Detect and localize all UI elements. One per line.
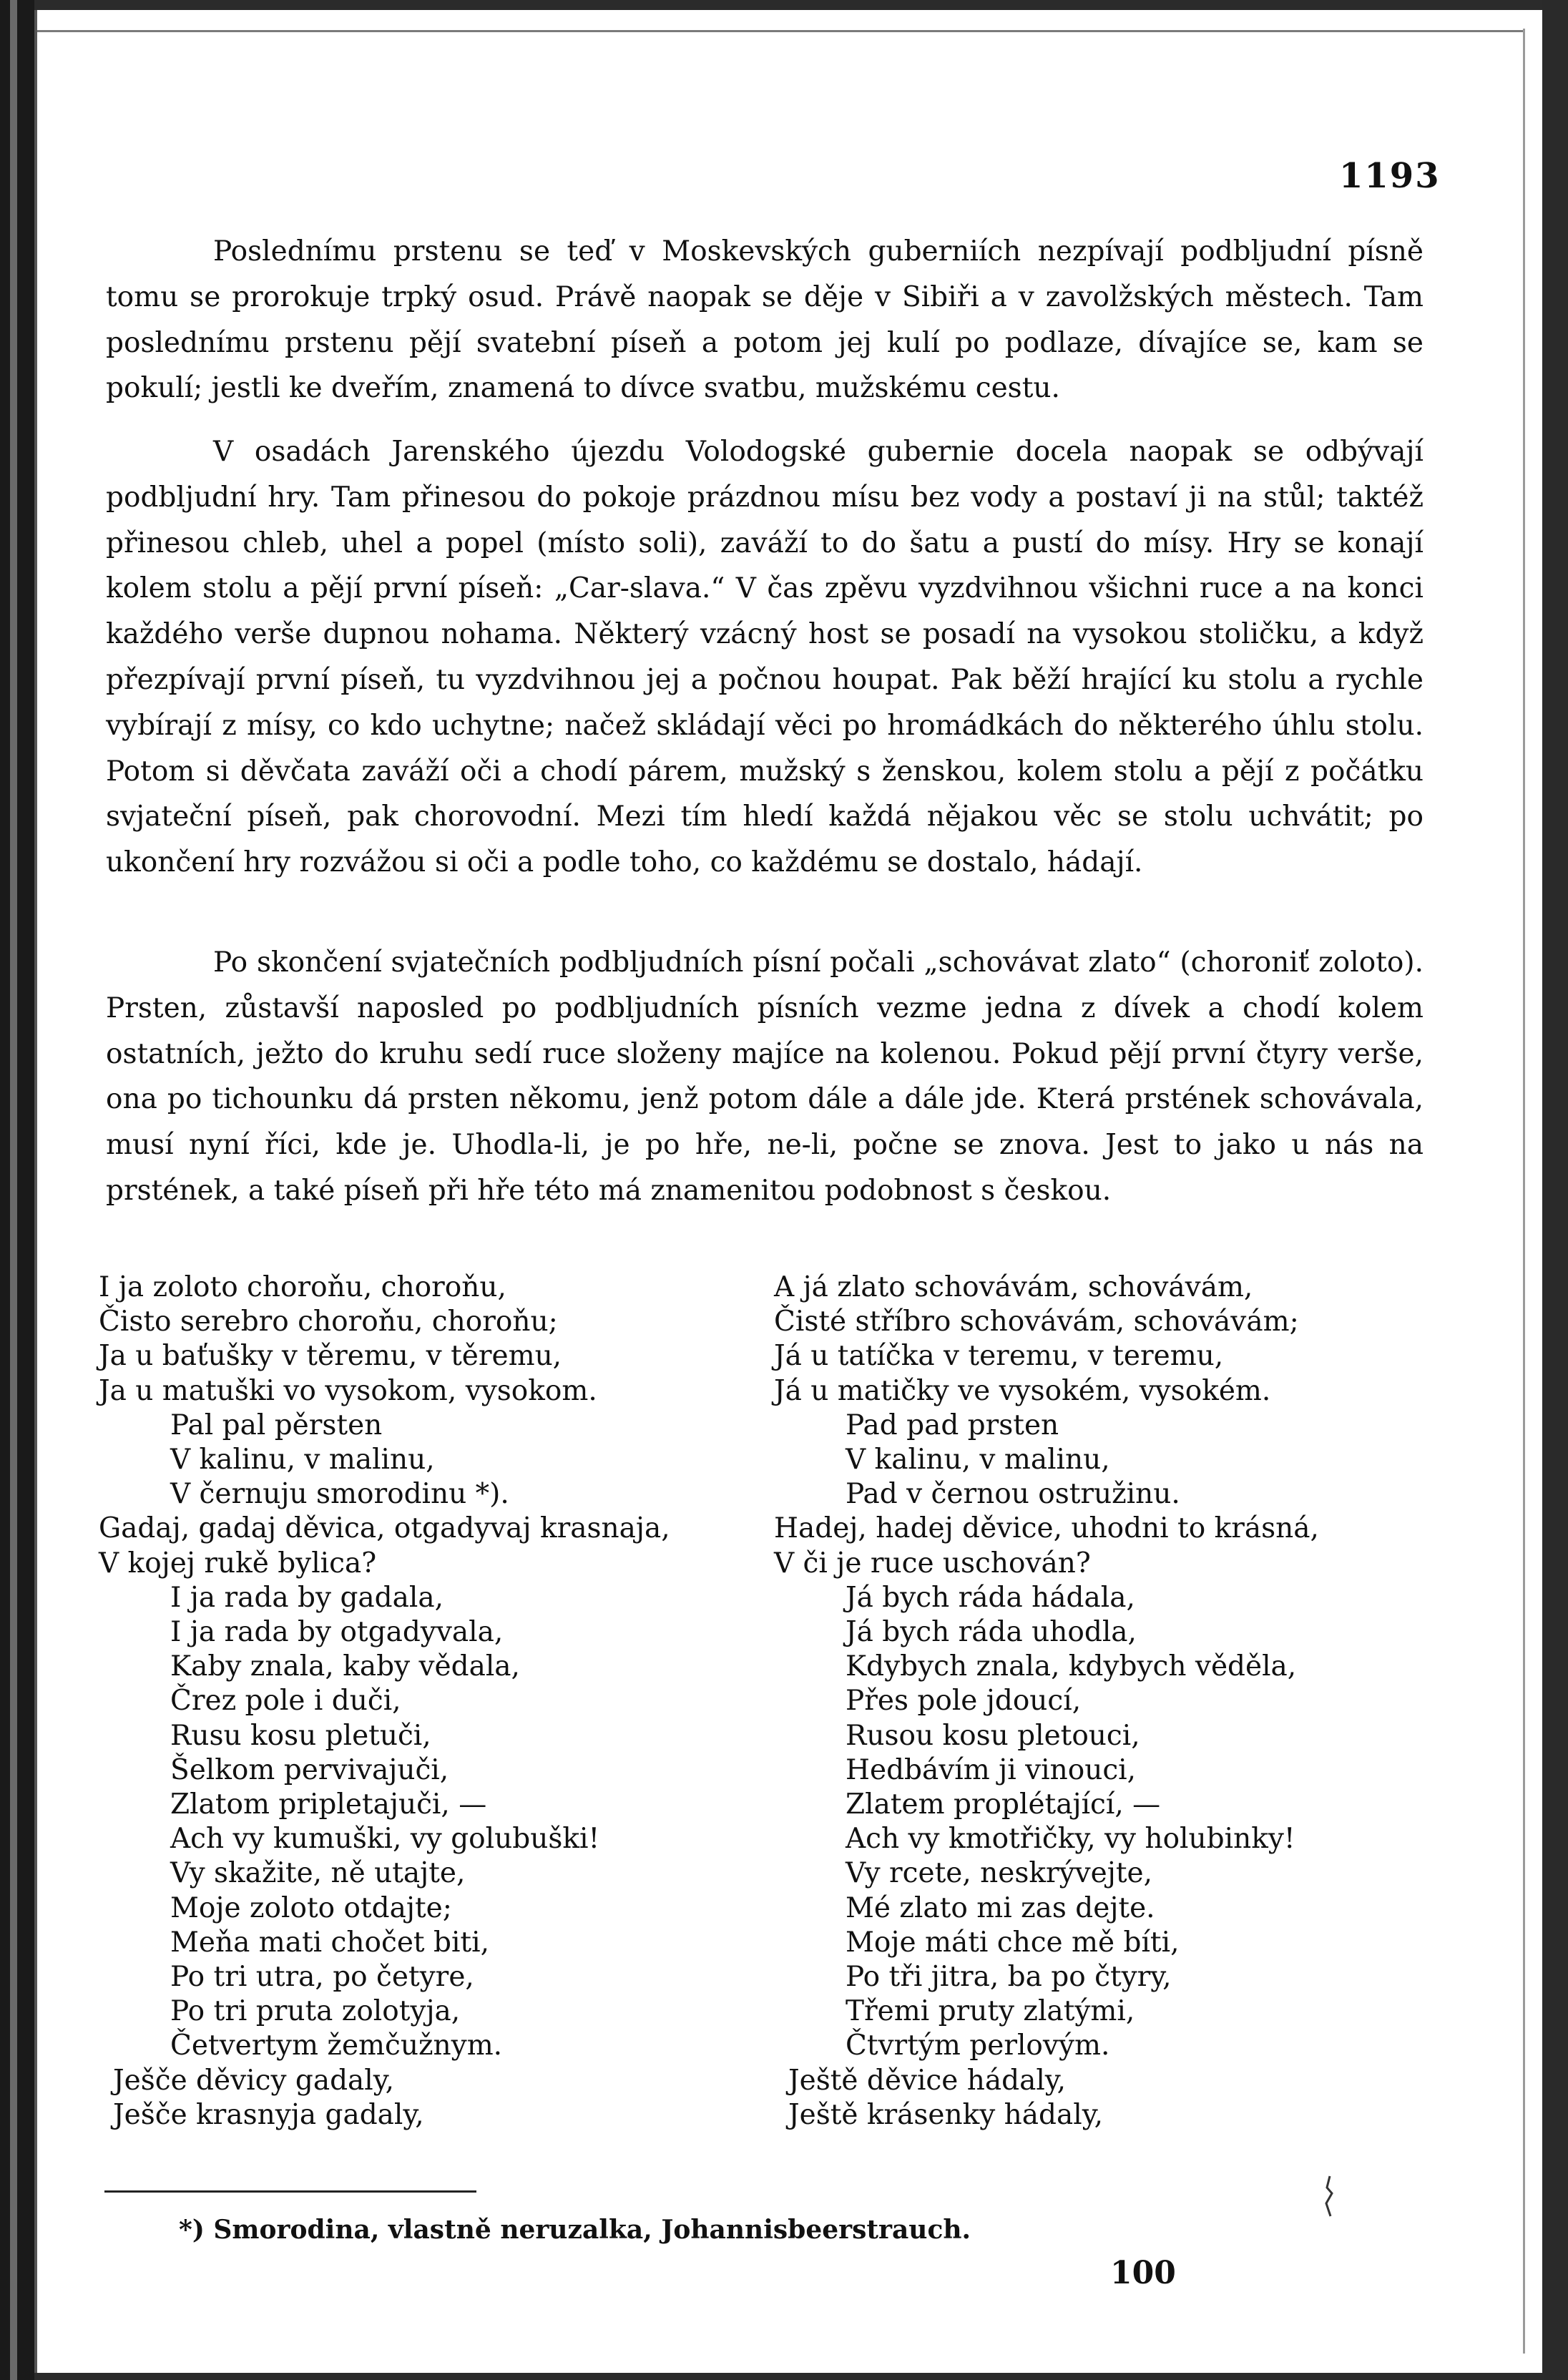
poem-line: Gadaj, gadaj děvica, otgadyvaj krasnaja, [99, 1512, 670, 1545]
poem-line: Přes pole jdoucí, [846, 1685, 1082, 1718]
poem-line: Kaby znala, kaby vědala, [170, 1650, 520, 1683]
poem-line: Třemi pruty zlatými, [846, 1995, 1135, 2028]
poem-line: Meňa mati chočet biti, [170, 1926, 489, 1959]
poem-line: Moje máti chce mě bíti, [846, 1926, 1180, 1959]
paragraph-2-text: V osadách Jarenského újezdu Volodogské gubernie docela naopak se odbývají podbljudní hry. Tam přinesou do pokoje prázdnou mísu bez vody a postaví ji na stůl; taktéž přinesou chleb, uhel a popel (místo soli), zaváží to do šatu a pustí do mísy. Hry se konají kolem stolu a pějí první píseň: „Car-slava.“ V čas zpěvu vyzdvihnou všichni ruce a na konci každého verše dupnou nohama. Některý vzácný host se posadí na vysokou stoličku, a když přezpívají první píseň, tu vyzdvihnou jej a počnou houpat. Pak běží hrající ku stolu a rychle vybírají z mísy, co kdo uchytne; načež skládají věci po hromádkách do některého úhlu stolu. Potom si děvčata zaváží oči a chodí párem, mužský s ženskou, kolem stolu a pějí z počátku svjateční píseň, pak chorovodní. Mezi tím hledí každá nějakou věc se stolu uchvátit; po ukončení hry rozvážou si oči a podle toho, co každému se dostalo, hádají. [106, 436, 1424, 879]
poem-line: Ach vy kumuški, vy golubuški! [170, 1823, 600, 1856]
poem-line: Vy skažite, ně utajte, [170, 1857, 466, 1890]
poem-line: V kalinu, v malinu, [170, 1444, 435, 1477]
signature-mark: 100 [1110, 2255, 1176, 2291]
poem-line: Pad v černou ostružinu. [846, 1478, 1180, 1511]
poem-line: Zlatem proplétající, — [846, 1788, 1161, 1821]
poem-line: Po tri pruta zolotyja, [170, 1995, 461, 2028]
poem-line: V kalinu, v malinu, [846, 1444, 1110, 1477]
poem-line: Ještě krásenky hádaly, [788, 2098, 1103, 2131]
paragraph-1 [106, 229, 1424, 411]
poem-line: Mé zlato mi zas dejte. [846, 1891, 1155, 1924]
poem-czech [774, 1270, 1418, 2132]
poem-line: V či je ruce uschován? [774, 1547, 1091, 1580]
poem-line: Po tři jitra, ba po čtyry, [846, 1961, 1172, 1994]
poem-line: I ja rada by otgadyvala, [170, 1616, 504, 1649]
poem-line: Moje zoloto otdajte; [170, 1891, 452, 1924]
poem-line: A já zlato schovávám, schovávám, [774, 1271, 1253, 1303]
poem-line: Šelkom pervivajuči, [170, 1753, 449, 1786]
poem-line: I ja rada by gadala, [170, 1581, 444, 1614]
poem-line: Po tri utra, po četyre, [170, 1961, 474, 1994]
ink-mark-icon [1320, 2175, 1339, 2218]
page-edge-bottom [34, 2373, 1544, 2380]
poem-line: Ja u baťušky v těremu, v těremu, [99, 1340, 562, 1373]
poem-line: Rusou kosu pletouci, [846, 1719, 1140, 1752]
poem-line: I ja zoloto choroňu, choroňu, [99, 1271, 506, 1303]
page-border-left [34, 0, 37, 2380]
page-edge-right [1542, 0, 1568, 2380]
poem-line: Já bych ráda uhodla, [846, 1616, 1137, 1649]
poem-line: Kdybych znala, kdybych věděla, [846, 1650, 1297, 1683]
poem-line: Pal pal pěrsten [170, 1409, 383, 1441]
poem-line: Črez pole i duči, [170, 1685, 401, 1718]
poem-line: Hedbávím ji vinouci, [846, 1753, 1137, 1786]
poem-line: Ja u matuški vo vysokom, vysokom. [99, 1374, 597, 1407]
poem-line: Čisté stříbro schovávám, schovávám; [774, 1306, 1299, 1338]
poem-line: Čtvrtým perlovým. [846, 2029, 1110, 2062]
poem-line: Já u matičky ve vysokém, vysokém. [774, 1374, 1271, 1407]
poem-line: Hadej, hadej děvice, uhodni to krásná, [774, 1512, 1319, 1545]
paragraph-3-text: Po skončení svjatečních podbljudních písní počali „schovávat zlato“ (choroniť zoloto). Prsten, zůstavší naposled po podbljudních písních vezme jedna z dívek a chodí kolem ostatních, ježto do kruhu sedí ruce složeny majíce na kolenou. Pokud pějí první čtyry verše, ona po tichounku dá prsten někomu, jenž potom dále a dále jde. Která prstének schovávala, musí nyní říci, kde je. Uhodla-li, je po hře, ne-li, počne se znova. Jest to jako u nás na prstének, a také píseň při hře této má znamenitou podobnost s českou. [106, 946, 1424, 1207]
poem-line: Četvertym žemčužnym. [170, 2029, 503, 2062]
poem-line: Pad pad prsten [846, 1409, 1059, 1441]
page-border-top [37, 30, 1525, 32]
poem-line: Já bych ráda hádala, [846, 1581, 1135, 1614]
footnote: *) Smorodina, vlastně neruzalka, Johannisbeerstrauch. [179, 2215, 971, 2245]
poem-russian [99, 1270, 743, 2132]
poem-line: Rusu kosu pletuči, [170, 1719, 431, 1752]
page-number: 1193 [1339, 156, 1441, 196]
poem-line: Ještě děvice hádaly, [788, 2064, 1067, 2097]
page-border-right [1523, 29, 1525, 2354]
paragraph-3 [106, 940, 1424, 1214]
paragraph-1-text: Poslednímu prstenu se teď v Moskevských guberniích nezpívají podbljudní písně tomu se prorokuje trpký osud. Právě naopak se děje v Sibiři a v zavolžských městech. Tam poslednímu prstenu pějí svatební píseň a potom jej kulí po podlaze, dívajíce se, kam se pokulí; jestli ke dveřím, znamená to dívce svatbu, mužskému cestu. [106, 235, 1424, 405]
binding-edge-gap [10, 0, 17, 2380]
page-edge-top [34, 0, 1544, 10]
poem-line: V černuju smorodinu *). [170, 1478, 509, 1511]
paragraph-2 [106, 429, 1424, 886]
footnote-rule [104, 2190, 476, 2193]
poem-line: Já u tatíčka v teremu, v teremu, [774, 1340, 1224, 1373]
poem-line: Ješče krasnyja gadaly, [113, 2098, 424, 2131]
binding-edge-left [0, 0, 34, 2380]
poem-line: Zlatom pripletajuči, — [170, 1788, 487, 1821]
poem-line: Čisto serebro choroňu, choroňu; [99, 1306, 558, 1338]
poem-line: Vy rcete, neskrývejte, [846, 1857, 1152, 1890]
poem-line: Ach vy kmotřičky, vy holubinky! [846, 1823, 1295, 1856]
poem-line: V kojej rukě bylica? [99, 1547, 377, 1580]
poem-line: Ješče děvicy gadaly, [113, 2064, 395, 2097]
